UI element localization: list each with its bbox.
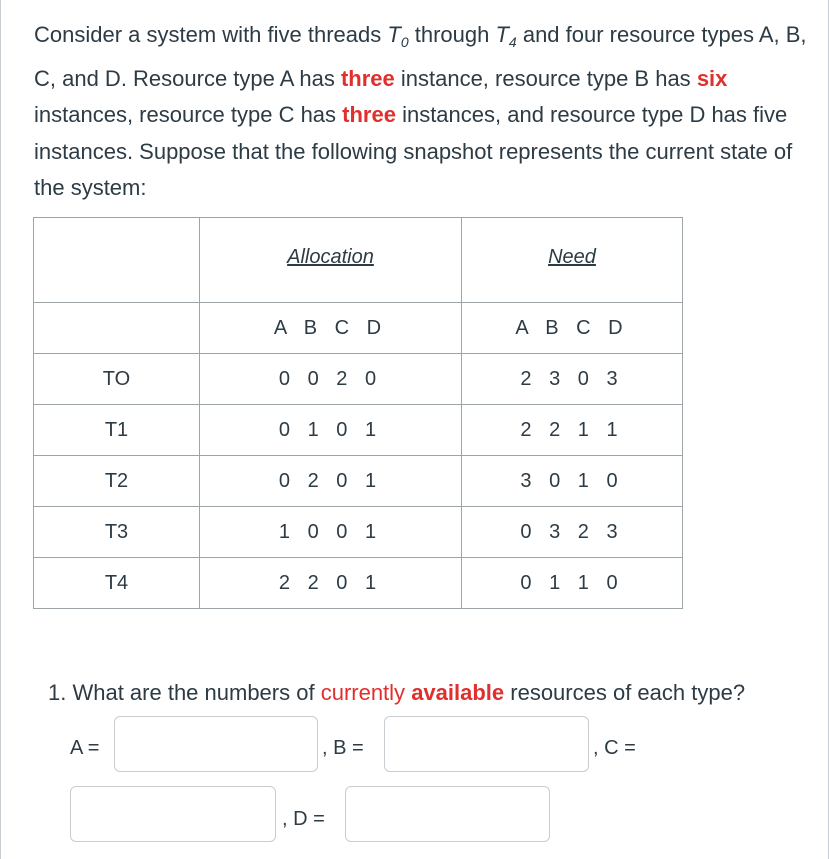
allocation-values: 0 0 2 0 (200, 354, 462, 405)
need-columns: A B C D (462, 303, 683, 354)
table-header-row (34, 218, 683, 303)
question-prefix: 1. What are the numbers of (48, 680, 321, 705)
question-available: available (411, 680, 505, 705)
need-values: 2 2 1 1 (462, 405, 683, 456)
table-row (34, 507, 683, 558)
intro-text-6: instances, and resource type D has five instances. Suppose that the following snapshot represents the current state of the system: (34, 102, 793, 200)
allocation-header: Allocation (287, 246, 374, 268)
allocation-values: 2 2 0 1 (200, 558, 462, 609)
intro-text-4: instance, resource type B has (394, 65, 697, 91)
need-header: Need (548, 246, 596, 268)
frame-left-border (0, 0, 1, 859)
thread-symbol-end: T (495, 22, 509, 47)
allocation-values: 0 1 0 1 (200, 405, 462, 456)
need-values: 2 3 0 3 (462, 354, 683, 405)
intro-text-2: through (408, 22, 496, 47)
question-text (48, 680, 745, 706)
answer-a-label: A = (70, 737, 100, 759)
thread-symbol-start: T (387, 22, 401, 47)
answer-a-input[interactable] (114, 716, 318, 772)
table-row (34, 558, 683, 609)
problem-statement (34, 17, 819, 207)
need-values: 3 0 1 0 (462, 456, 683, 507)
allocation-columns: A B C D (200, 303, 462, 354)
need-values: 0 3 2 3 (462, 507, 683, 558)
thread-label: T2 (34, 456, 200, 507)
allocation-values: 0 2 0 1 (200, 456, 462, 507)
thread-label: T3 (34, 507, 200, 558)
thread-end-subscript: 4 (508, 34, 517, 50)
answer-d-label: , D = (282, 808, 325, 830)
question-currently: currently (320, 680, 406, 705)
resource-c-count: three (342, 102, 396, 127)
snapshot-table (33, 217, 683, 609)
need-values: 0 1 1 0 (462, 558, 683, 609)
allocation-header-cell (200, 218, 462, 303)
allocation-values: 1 0 0 1 (200, 507, 462, 558)
answer-b-input[interactable] (384, 716, 589, 772)
header-empty-cell (34, 218, 200, 303)
answer-b-label: , B = (322, 737, 364, 759)
resource-b-count: six (696, 65, 728, 91)
resource-columns-row (34, 303, 683, 354)
intro-text-3: and four resource types A, B, C, and D. Resource type A has (34, 22, 807, 91)
table-row (34, 405, 683, 456)
table-row (34, 456, 683, 507)
answer-c-input[interactable] (70, 786, 276, 842)
resource-a-count: three (340, 65, 395, 91)
columns-empty-cell (34, 303, 200, 354)
table-row (34, 354, 683, 405)
need-header-cell (462, 218, 683, 303)
thread-label: T1 (34, 405, 200, 456)
thread-start-subscript: 0 (400, 34, 409, 50)
question-suffix: resources of each type? (504, 680, 746, 705)
thread-label: T4 (34, 558, 200, 609)
thread-label: TO (34, 354, 200, 405)
intro-text-1: Consider a system with five threads (34, 22, 388, 47)
intro-text-5: instances, resource type C has (34, 102, 343, 127)
answer-c-label: , C = (593, 737, 636, 759)
answer-d-input[interactable] (345, 786, 550, 842)
